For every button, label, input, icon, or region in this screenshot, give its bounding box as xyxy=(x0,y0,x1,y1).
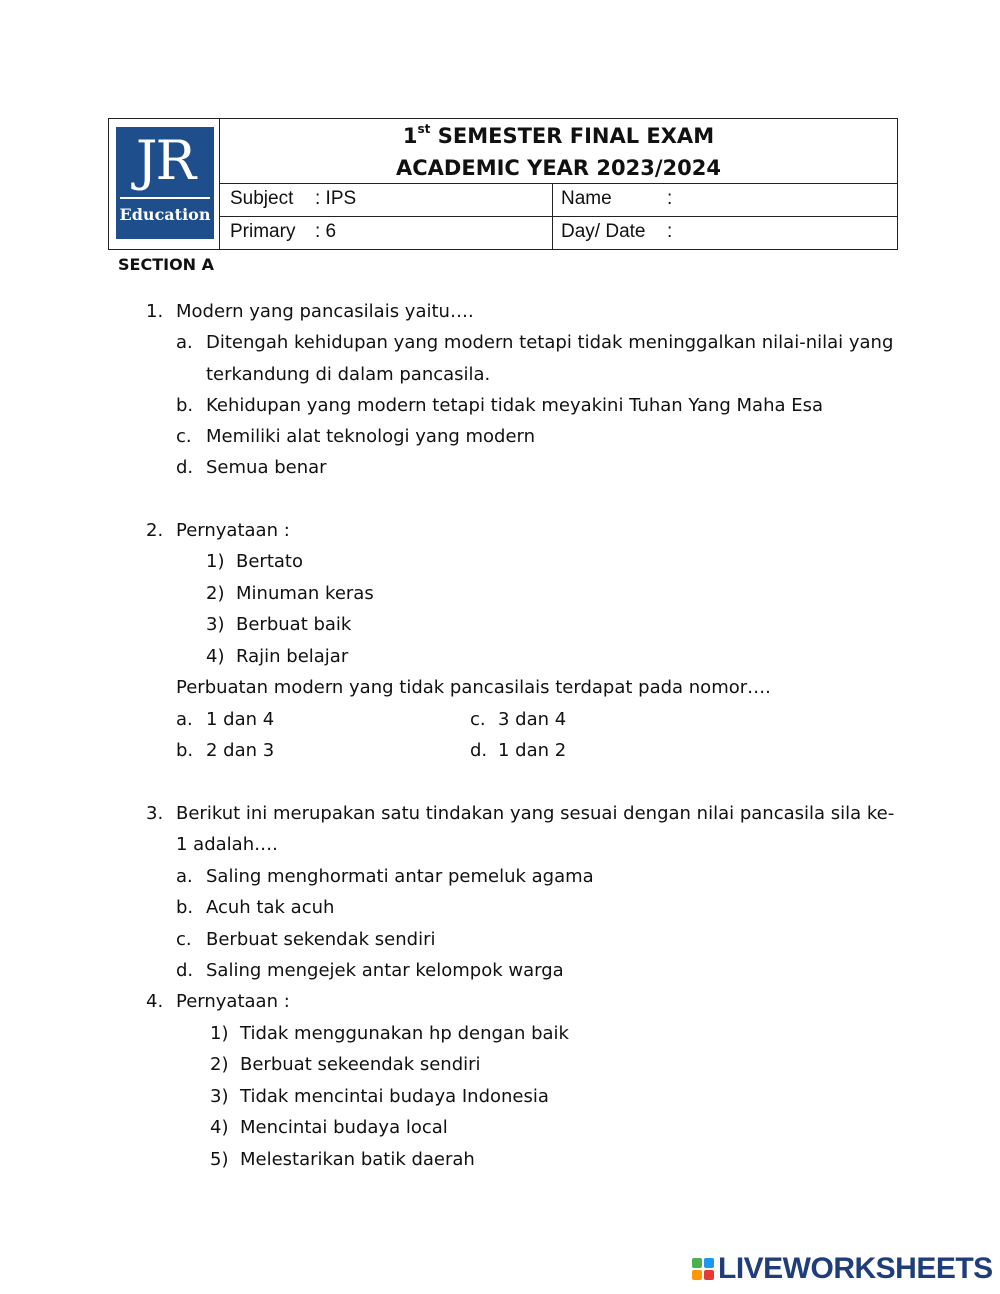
option-letter[interactable]: b. xyxy=(176,897,194,918)
option-text[interactable]: Acuh tak acuh xyxy=(206,897,335,918)
statement-text: Rajin belajar xyxy=(236,646,349,667)
option-text[interactable]: Memiliki alat teknologi yang modern xyxy=(206,426,536,447)
question-text: Berikut ini merupakan satu tindakan yang sesuai dengan nilai pancasila sila ke- xyxy=(176,803,895,824)
statement-number: 4) xyxy=(206,646,225,667)
question-text: Pernyataan : xyxy=(176,991,290,1012)
option-letter[interactable]: c. xyxy=(470,709,486,730)
liveworksheets-logo-icon xyxy=(692,1258,714,1280)
option-text[interactable]: Kehidupan yang modern tetapi tidak meyakini Tuhan Yang Maha Esa xyxy=(206,395,824,416)
option-letter[interactable]: a. xyxy=(176,709,193,730)
statement-text: Tidak mencintai budaya Indonesia xyxy=(240,1086,549,1107)
option-letter[interactable]: b. xyxy=(176,395,194,416)
logo-divider xyxy=(120,197,210,199)
jr-education-logo xyxy=(116,127,214,239)
option-text[interactable]: terkandung di dalam pancasila. xyxy=(206,364,491,385)
option-text[interactable]: Berbuat sekendak sendiri xyxy=(206,929,436,950)
option-text[interactable]: 3 dan 4 xyxy=(498,709,567,730)
logo-cell xyxy=(109,119,220,249)
option-text[interactable]: Saling menghormati antar pemeluk agama xyxy=(206,866,594,887)
option-text[interactable]: 1 dan 2 xyxy=(498,740,567,761)
statement-number: 2) xyxy=(206,583,225,604)
option-letter[interactable]: d. xyxy=(470,740,488,761)
question-prompt: Perbuatan modern yang tidak pancasilais terdapat pada nomor…. xyxy=(176,677,771,698)
option-letter[interactable]: c. xyxy=(176,426,192,447)
section-title: SECTION A xyxy=(118,255,215,274)
date-field[interactable]: : xyxy=(667,221,673,242)
option-text[interactable]: Ditengah kehidupan yang modern tetapi tidak meninggalkan nilai-nilai yang xyxy=(206,332,894,353)
liveworksheets-watermark[interactable] xyxy=(692,1252,992,1286)
exam-header-table xyxy=(108,118,898,250)
statement-text: Bertato xyxy=(236,551,303,572)
statement-text: Mencintai budaya local xyxy=(240,1117,448,1138)
column-divider xyxy=(552,183,553,249)
name-field[interactable]: : xyxy=(667,188,673,209)
option-text[interactable]: 1 dan 4 xyxy=(206,709,275,730)
option-letter[interactable]: d. xyxy=(176,960,194,981)
option-letter[interactable]: b. xyxy=(176,740,194,761)
exam-title-line2: ACADEMIC YEAR 2023/2024 xyxy=(396,156,721,180)
option-letter[interactable]: c. xyxy=(176,929,192,950)
question-number: 1. xyxy=(146,301,164,322)
question-text: Pernyataan : xyxy=(176,520,290,541)
liveworksheets-wordmark: LIVEWORKSHEETS xyxy=(718,1252,993,1285)
statement-text: Berbuat baik xyxy=(236,614,352,635)
question-text-continued: 1 adalah…. xyxy=(176,834,278,855)
question-number: 2. xyxy=(146,520,164,541)
primary-label: Primary xyxy=(230,221,296,242)
statement-number: 1) xyxy=(206,551,225,572)
statement-number: 2) xyxy=(210,1054,229,1075)
primary-value: : 6 xyxy=(315,221,337,242)
question-number: 3. xyxy=(146,803,164,824)
statement-text: Tidak menggunakan hp dengan baik xyxy=(240,1023,569,1044)
option-text[interactable]: Saling mengejek antar kelompok warga xyxy=(206,960,564,981)
question-text: Modern yang pancasilais yaitu…. xyxy=(176,301,474,322)
option-letter[interactable]: a. xyxy=(176,332,193,353)
statement-number: 1) xyxy=(210,1023,229,1044)
exam-title-line1: 1st SEMESTER FINAL EXAM xyxy=(402,122,715,148)
option-text[interactable]: Semua benar xyxy=(206,457,327,478)
statement-text: Melestarikan batik daerah xyxy=(240,1149,475,1170)
subject-value: : IPS xyxy=(315,188,357,209)
subject-label: Subject xyxy=(230,188,294,209)
statement-number: 4) xyxy=(210,1117,229,1138)
date-label: Day/ Date xyxy=(561,221,646,242)
option-letter[interactable]: d. xyxy=(176,457,194,478)
statement-number: 3) xyxy=(210,1086,229,1107)
name-label: Name xyxy=(561,188,612,209)
statement-text: Berbuat sekeendak sendiri xyxy=(240,1054,481,1075)
statement-text: Minuman keras xyxy=(236,583,374,604)
option-text[interactable]: 2 dan 3 xyxy=(206,740,275,761)
question-number: 4. xyxy=(146,991,164,1012)
statement-number: 3) xyxy=(206,614,225,635)
logo-education-text: Education xyxy=(119,205,211,224)
option-letter[interactable]: a. xyxy=(176,866,193,887)
statement-number: 5) xyxy=(210,1149,229,1170)
logo-jr-text: JR xyxy=(135,129,195,192)
